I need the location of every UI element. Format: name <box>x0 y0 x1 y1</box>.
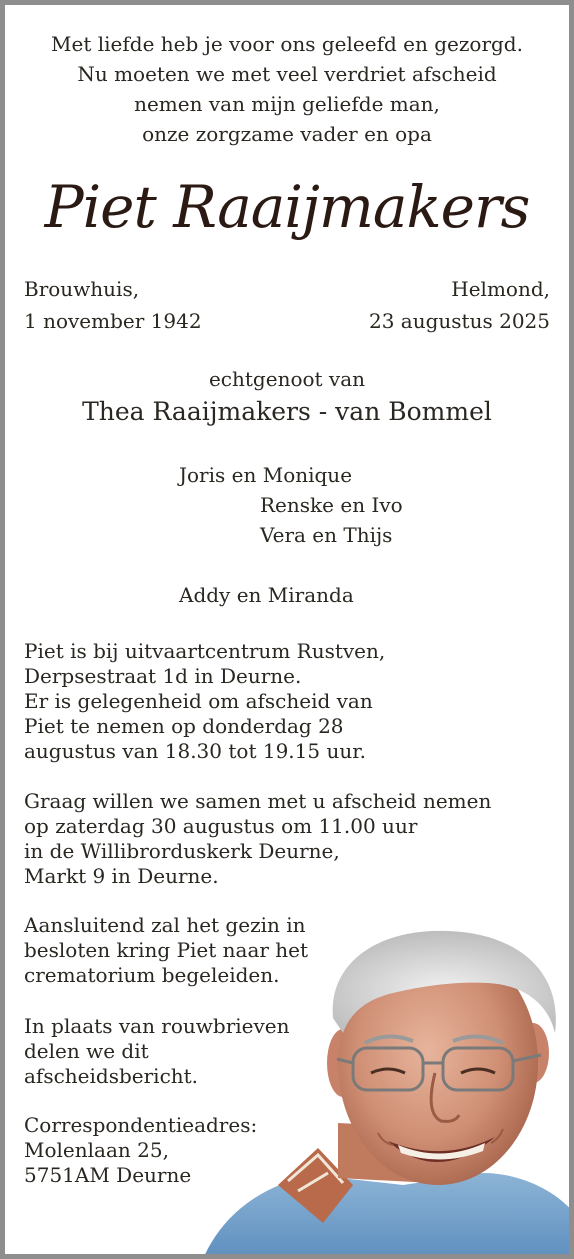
birth-place: Brouwhuis, <box>24 277 140 301</box>
intro-line: onze zorgzame vader en opa <box>142 122 432 146</box>
intro-line: nemen van mijn geliefde man, <box>134 92 440 116</box>
family-member: Vera en Thijs <box>260 523 393 547</box>
birth-date: 1 november 1942 <box>24 309 202 333</box>
paragraph-line: Derpsestraat 1d in Deurne. <box>24 664 302 688</box>
paragraph-line: Er is gelegenheid om afscheid van <box>24 689 373 713</box>
deceased-name: Piet Raaijmakers <box>44 173 530 241</box>
intro-line: Nu moeten we met veel verdriet afscheid <box>77 62 497 86</box>
paragraph-line: op zaterdag 30 augustus om 11.00 uur <box>24 814 418 838</box>
paragraph-line: 5751AM Deurne <box>24 1163 192 1187</box>
paragraph-line: delen we dit <box>24 1039 149 1063</box>
paragraph-line: Aansluitend zal het gezin in <box>24 913 306 937</box>
paragraph-line: crematorium begeleiden. <box>24 963 280 987</box>
paragraph-ceremony <box>24 789 491 889</box>
intro-line: Met liefde heb je voor ons geleefd en gezorgd. <box>51 32 523 56</box>
paragraph-line: Markt 9 in Deurne. <box>24 864 219 888</box>
paragraph-line: Graag willen we samen met u afscheid nemen <box>24 789 492 813</box>
family-member: Joris en Monique <box>179 463 353 487</box>
family-member: Renske en Ivo <box>260 493 403 517</box>
intro-text <box>5 29 569 149</box>
portrait-photo <box>203 923 574 1259</box>
paragraph-line: in de Willibrorduskerk Deurne, <box>24 839 340 863</box>
paragraph-line: Piet is bij uitvaartcentrum Rustven, <box>24 639 386 663</box>
paragraph-line: afscheidsbericht. <box>24 1064 199 1088</box>
paragraph-line: Molenlaan 25, <box>24 1138 169 1162</box>
birth-info <box>24 273 202 337</box>
spouse-label: echtgenoot van <box>208 367 366 391</box>
paragraph-line: In plaats van rouwbrieven <box>24 1014 290 1038</box>
death-date: 23 augustus 2025 <box>369 309 550 333</box>
family-member: Addy en Miranda <box>179 583 354 607</box>
paragraph-line: Correspondentieadres: <box>24 1113 258 1137</box>
death-place: Helmond, <box>451 277 550 301</box>
death-info <box>369 273 550 337</box>
spouse-name: Thea Raaijmakers - van Bommel <box>82 397 492 426</box>
paragraph-viewing <box>24 639 385 764</box>
paragraph-line: besloten kring Piet naar het <box>24 938 309 962</box>
paragraph-line: Piet te nemen op donderdag 28 <box>24 714 344 738</box>
paragraph-line: augustus van 18.30 tot 19.15 uur. <box>24 739 366 763</box>
